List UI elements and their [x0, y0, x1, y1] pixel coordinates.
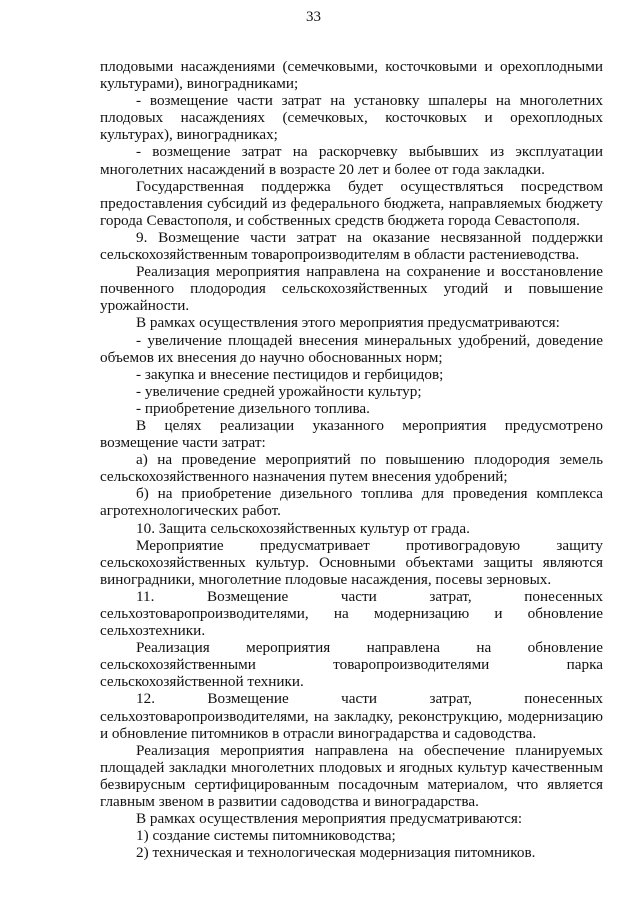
paragraph: В целях реализации указанного мероприятия предусмотрено возмещение части затрат: — [100, 416, 603, 452]
paragraph: а) на проведение мероприятий по повышению плодородия земель сельскохозяйственного назначения путем внесения удобрений; — [100, 451, 603, 486]
paragraph: В рамках осуществления этого мероприятия предусматриваются: — [136, 314, 560, 332]
paragraph: 10. Защита сельскохозяйственных культур от града. — [136, 519, 470, 537]
paragraph: б) на приобретение дизельного топлива для проведения комплекса агротехнологических работ. — [100, 485, 603, 520]
paragraph: 12. Возмещение части затрат, понесенных сельхозтоваропроизводителями, на закладку, реконструкцию, модернизацию и обновление питомников в отрасли виноградарства и садоводства. — [100, 690, 603, 742]
document-body — [100, 58, 603, 861]
paragraph: В рамках осуществления мероприятия предусматриваются: — [136, 810, 523, 828]
paragraph: Мероприятие предусматривает противоградовую защиту сельскохозяйственных культур. Основными объектами защиты являются виноградники, многолетние плодовые насаждения, посевы зерновых. — [100, 536, 603, 588]
paragraph: 9. Возмещение части затрат на оказание несвязанной поддержки сельскохозяйственным товаропроизводителям в области растениеводства. — [100, 228, 603, 264]
paragraph: 11. Возмещение части затрат, понесенных сельхозтоваропроизводителями, на модернизацию и обновление сельхозтехники. — [100, 587, 603, 640]
page-number: 33 — [306, 9, 321, 25]
paragraph: - закупка и внесение пестицидов и гербицидов; — [136, 365, 444, 383]
paragraph: Реализация мероприятия направлена на сохранение и восстановление почвенного плодородия сельскохозяйственных угодий и повышение урожайности. — [100, 263, 603, 315]
paragraph: Реализация мероприятия направлена на обновление сельскохозяйственными товаропроизводителями парка сельскохозяйственной техники. — [100, 639, 603, 691]
paragraph: 1) создание системы питомниководства; — [136, 827, 396, 845]
paragraph: 2) техническая и технологическая модернизация питомников. — [136, 844, 536, 862]
paragraph: плодовыми насаждениями (семечковыми, косточковыми и орехоплодными культурами), виноградниками; — [100, 58, 603, 93]
paragraph: - приобретение дизельного топлива. — [136, 399, 370, 417]
paragraph: Реализация мероприятия направлена на обеспечение планируемых площадей закладки многолетних плодовых и ягодных культур качественным безвирусным сертифицированным посадочным материалом, что является главным звеном в развитии садоводства и виноградарства. — [100, 741, 603, 811]
paragraph: Государственная поддержка будет осуществляться посредством предоставления субсидий из федерального бюджета, направляемых бюджету города Севастополя, и собственных средств бюджета города Севастополя. — [100, 177, 603, 229]
paragraph: - возмещение части затрат на установку шпалеры на многолетних плодовых насаждениях (семечковых, косточковых и орехоплодных культурах), виноградниках; — [100, 92, 603, 144]
paragraph: - увеличение площадей внесения минеральных удобрений, доведение объемов их внесения до научно обоснованных норм; — [100, 331, 603, 366]
paragraph: - увеличение средней урожайности культур; — [136, 382, 422, 400]
paragraph: - возмещение затрат на раскорчевку выбывших из эксплуатации многолетних насаждений в возрасте 20 лет и более от года закладки. — [100, 143, 603, 178]
